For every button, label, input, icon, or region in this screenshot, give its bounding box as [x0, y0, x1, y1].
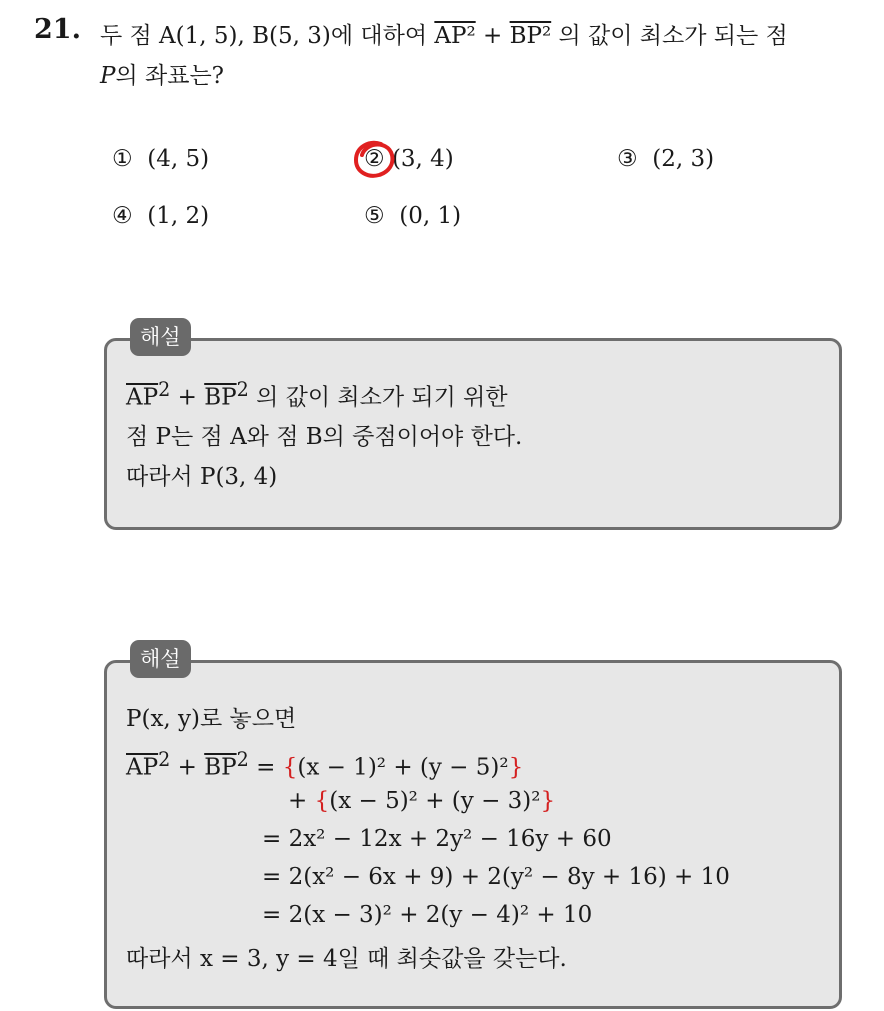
explanation1-line1-rest: 의 값이 최소가 되기 위한	[248, 384, 508, 411]
plus-sign: +	[170, 384, 205, 411]
segment-ap: $\overline{AP}$	[126, 384, 159, 411]
brace-open: {	[282, 754, 298, 781]
explanation2-line3	[288, 788, 555, 814]
question-line1-end: 의 값이 최소가 되는 점	[551, 23, 788, 49]
explanation2-line6: = 2(x − 3)² + 2(y − 4)² + 10	[262, 902, 593, 928]
explanation2-line5: = 2(x² − 6x + 9) + 2(y² − 8y + 16) + 10	[262, 864, 730, 890]
choice-value: (1, 2)	[147, 203, 210, 229]
exponent: 2	[158, 378, 171, 401]
explanation2-line2	[126, 748, 523, 781]
choice-1[interactable]	[112, 146, 209, 172]
explanation2-line1: P(x, y)로 놓으면	[126, 706, 297, 732]
plus-sign: +	[170, 754, 205, 781]
exponent: 2	[236, 378, 249, 401]
segment-bp-squared: BP²	[509, 23, 552, 49]
choice-mark: ③	[617, 146, 638, 172]
explanation1-line2: 점 P는 점 A와 점 B의 중점이어야 한다.	[126, 424, 523, 450]
choice-mark: ②	[364, 146, 385, 172]
explanation-tag-2: 해설	[130, 640, 191, 678]
point-p-variable: P	[100, 63, 116, 89]
choice-mark: ④	[112, 203, 133, 229]
choice-4[interactable]	[112, 203, 209, 229]
choice-3[interactable]	[617, 146, 714, 172]
choice-mark: ①	[112, 146, 133, 172]
term-1: (x − 1)² + (y − 5)²	[297, 754, 509, 781]
plus-sign: +	[288, 788, 315, 814]
question-text	[100, 16, 870, 96]
segment-ap-squared: AP²	[434, 23, 476, 49]
plus-sign: +	[475, 23, 510, 49]
choice-5[interactable]	[364, 203, 461, 229]
explanation2-line4: = 2x² − 12x + 2y² − 16y + 60	[262, 826, 612, 852]
question-line2: 의 좌표는?	[115, 63, 224, 89]
answer-circle-mark	[351, 138, 399, 182]
exponent: 2	[236, 748, 249, 771]
explanation-tag-1: 해설	[130, 318, 191, 356]
choice-value: (4, 5)	[147, 146, 210, 172]
term-2: (x − 5)² + (y − 3)²	[329, 788, 541, 814]
explanation1-line3: 따라서 P(3, 4)	[126, 464, 278, 490]
choice-value: (2, 3)	[652, 146, 715, 172]
choice-mark: ⑤	[364, 203, 385, 229]
question-line1-start: 두 점 A(1, 5), B(5, 3)에 대하여	[100, 23, 435, 49]
brace-close: }	[540, 788, 556, 814]
brace-open: {	[314, 788, 330, 814]
explanation1-line1	[126, 378, 508, 412]
exponent: 2	[158, 748, 171, 771]
equals-sign: =	[248, 754, 283, 781]
segment-ap: $\overline{AP}$	[126, 754, 159, 781]
choice-value: (3, 4)	[391, 146, 454, 172]
segment-bp: $\overline{BP}$	[204, 384, 237, 411]
explanation2-line7: 따라서 x = 3, y = 4일 때 최솟값을 갖는다.	[126, 946, 567, 972]
segment-bp: $\overline{BP}$	[204, 754, 237, 781]
question-number: 21.	[34, 14, 81, 45]
choice-value: (0, 1)	[399, 203, 462, 229]
brace-close: }	[508, 754, 524, 781]
